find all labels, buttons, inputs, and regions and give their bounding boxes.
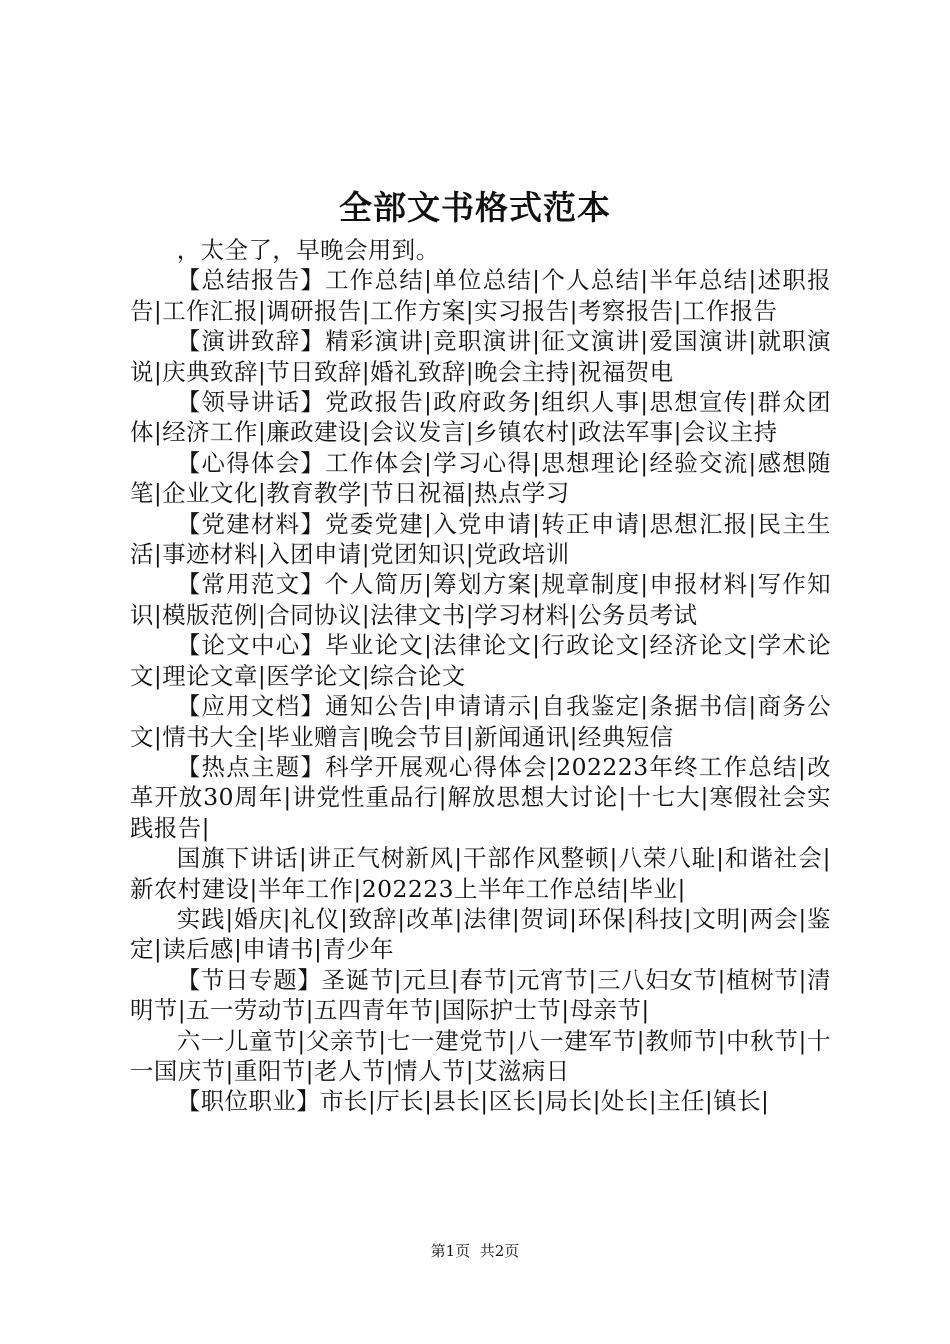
paragraph-application-docs: 【应用文档】通知公告|申请请示|自我鉴定|条据书信|商务公文|情书大全|毕业赠言|晚会节目|新闻通讯|经典短信 (130, 692, 831, 751)
document-title: 全部文书格式范本 (339, 188, 611, 227)
page-total: 共2页 (479, 1242, 520, 1260)
paragraph-leader-speeches: 【领导讲话】党政报告|政府政务|组织人事|思想宣传|群众团体|经济工作|廉政建设|会议发言|乡镇农村|政法军事|会议主持 (130, 388, 831, 447)
paragraph-hot-topics-continued: 国旗下讲话|讲正气树新风|干部作风整顿|八荣八耻|和谐社会|新农村建设|半年工作|202223上半年工作总结|毕业| (130, 844, 831, 903)
page-footer (0, 1241, 950, 1261)
footer-spacer (470, 1242, 480, 1260)
paragraph-hot-topics: 【热点主题】科学开展观心得体会|202223年终工作总结|改革开放30周年|讲党性重品行|解放思想大讨论|十七大|寒假社会实践报告| (130, 752, 831, 842)
paragraph-experience: 【心得体会】工作体会|学习心得|思想理论|经验交流|感想随笔|企业文化|教育教学|节日祝福|热点学习 (130, 448, 831, 508)
paragraph-holidays-continued: 六一儿童节|父亲节|七一建党节|八一建军节|教师节|中秋节|十一国庆节|重阳节|老人节|情人节|艾滋病日 (130, 1026, 831, 1085)
paragraph-holidays: 【节日专题】圣诞节|元旦|春节|元宵节|三八妇女节|植树节|清明节|五一劳动节|五四青年节|国际护士节|母亲节| (130, 965, 831, 1025)
paragraph-intro: ，太全了，早晚会用到。 (176, 236, 440, 264)
paragraph-positions: 【职位职业】市长|厅长|县长|区长|局长|处长|主任|镇长| (176, 1087, 770, 1116)
paragraph-summary-reports: 【总结报告】工作总结|单位总结|个人总结|半年总结|述职报告|工作汇报|调研报告|工作方案|实习报告|考察报告|工作报告 (130, 266, 831, 325)
paragraph-speeches: 【演讲致辞】精彩演讲|竞职演讲|征文演讲|爱国演讲|就职演说|庆典致辞|节日致辞|婚礼致辞|晚会主持|祝福贺电 (130, 327, 831, 386)
document-body (130, 235, 831, 1117)
paragraph-party-materials: 【党建材料】党委党建|入党申请|转正申请|思想汇报|民主生活|事迹材料|入团申请|党团知识|党政培训 (130, 509, 831, 569)
paragraph-papers: 【论文中心】毕业论文|法律论文|行政论文|经济论文|学术论文|理论文章|医学论文|综合论文 (130, 631, 831, 690)
paragraph-common-templates: 【常用范文】个人简历|筹划方案|规章制度|申报材料|写作知识|模版范例|合同协议|法律文书|学习材料|公务员考试 (130, 570, 831, 629)
page-number: 第1页 (430, 1242, 471, 1260)
paragraph-hot-topics-more: 实践|婚庆|礼仪|致辞|改革|法律|贺词|环保|科技|文明|两会|鉴定|读后感|申请书|青少年 (130, 904, 831, 964)
